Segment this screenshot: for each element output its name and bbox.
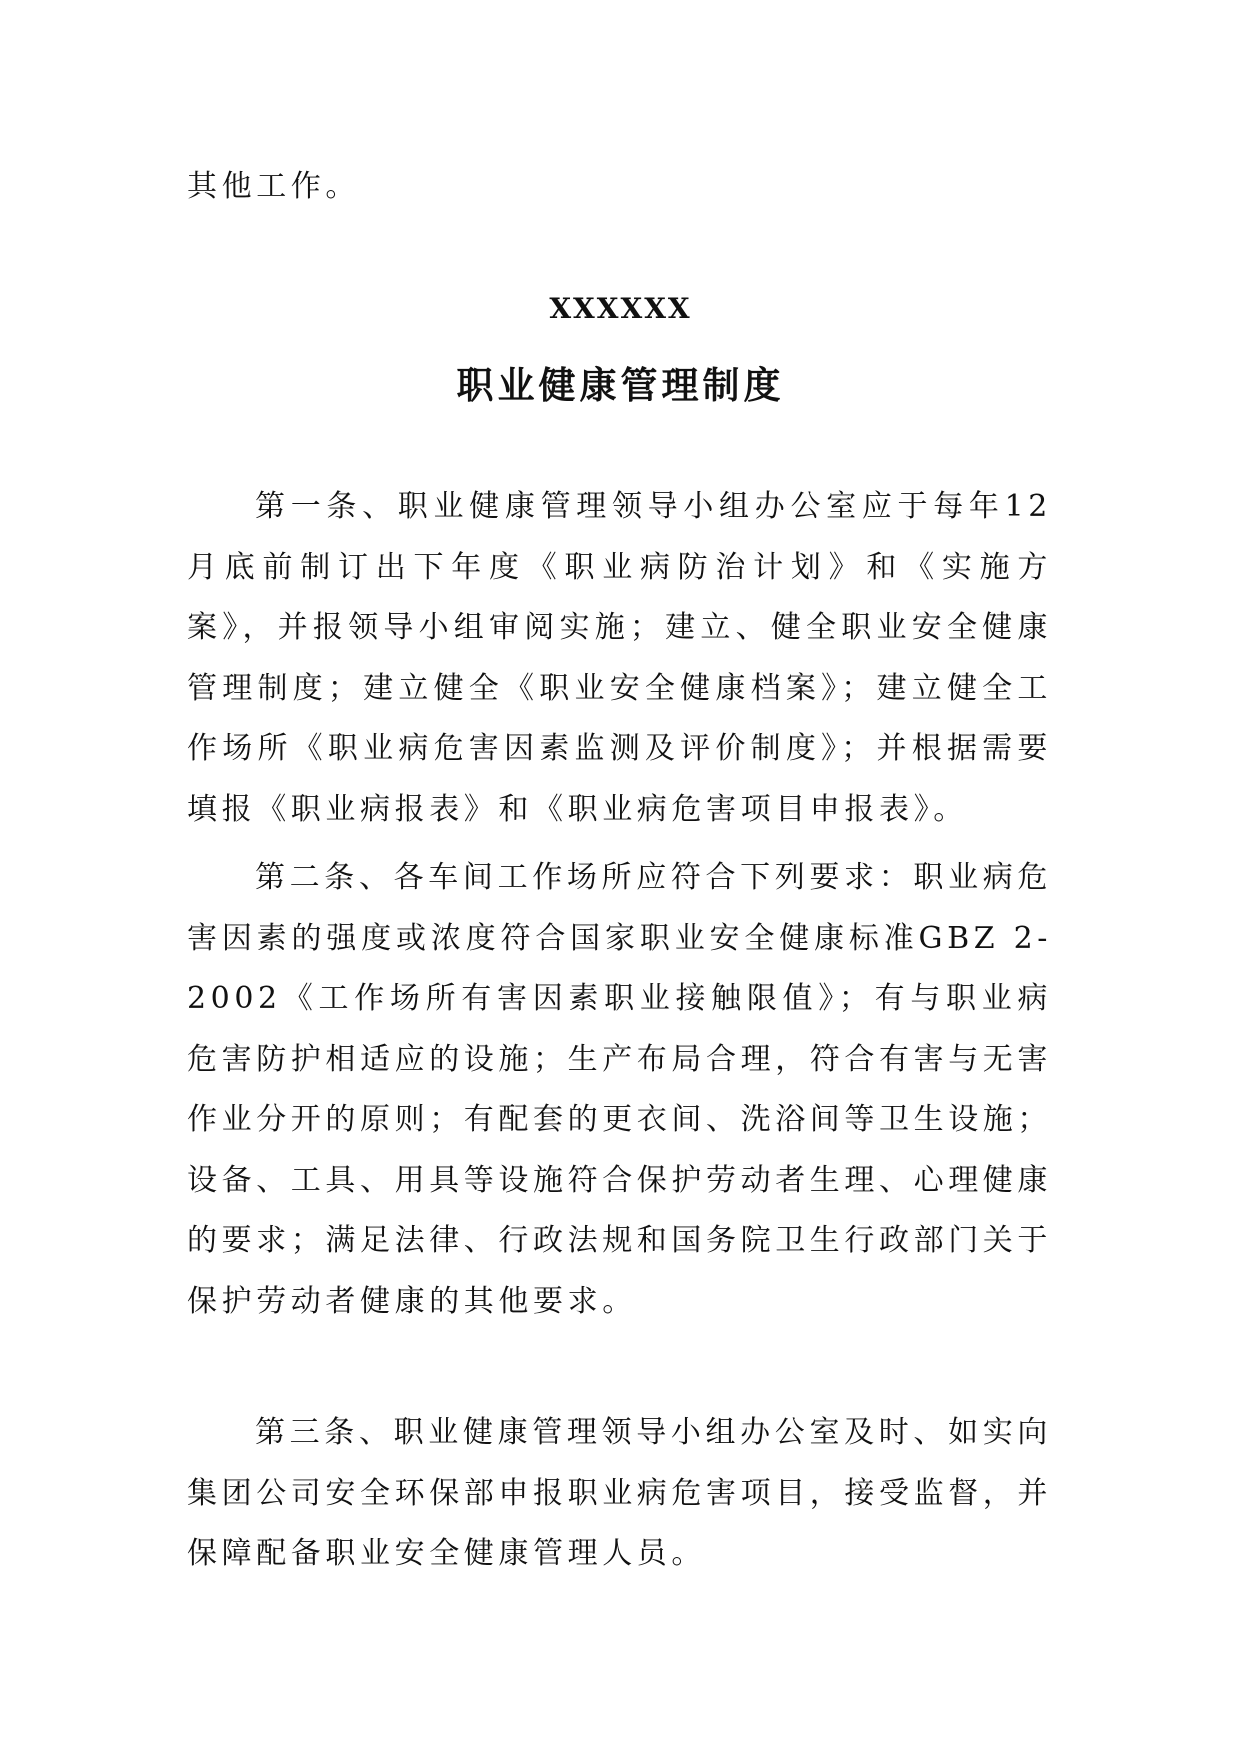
article-2: 第二条、各车间工作场所应符合下列要求：职业病危害因素的强度或浓度符合国家职业安全健康标准GBZ 2-2002《工作场所有害因素职业接触限值》；有与职业病危害防护相适应的设施；生产布局合理，符合有害与无害作业分开的原则；有配套的更衣间、洗浴间等卫生设施；设备、工具、用具等设施符合保护劳动者生理、心理健康的要求；满足法律、行政法规和国务院卫生行政部门关于保护劳动者健康的其他要求。	[187, 860, 1052, 1319]
article-3: 第三条、职业健康管理领导小组办公室及时、如实向集团公司安全环保部申报职业病危害项目，接受监督，并保障配备职业安全健康管理人员。	[187, 1415, 1052, 1571]
document-title: 职业健康管理制度	[456, 363, 785, 407]
article-1: 第一条、职业健康管理领导小组办公室应于每年12月底前制订出下年度《职业病防治计划》和《实施方案》，并报领导小组审阅实施；建立、健全职业安全健康管理制度；建立健全《职业安全健康档案》；建立健全工作场所《职业病危害因素监测及评价制度》；并根据需要填报《职业病报表》和《职业病危害项目申报表》。	[187, 489, 1052, 827]
carryover-paragraph: 其他工作。	[187, 169, 360, 204]
company-name: XXXXXX	[549, 292, 692, 325]
